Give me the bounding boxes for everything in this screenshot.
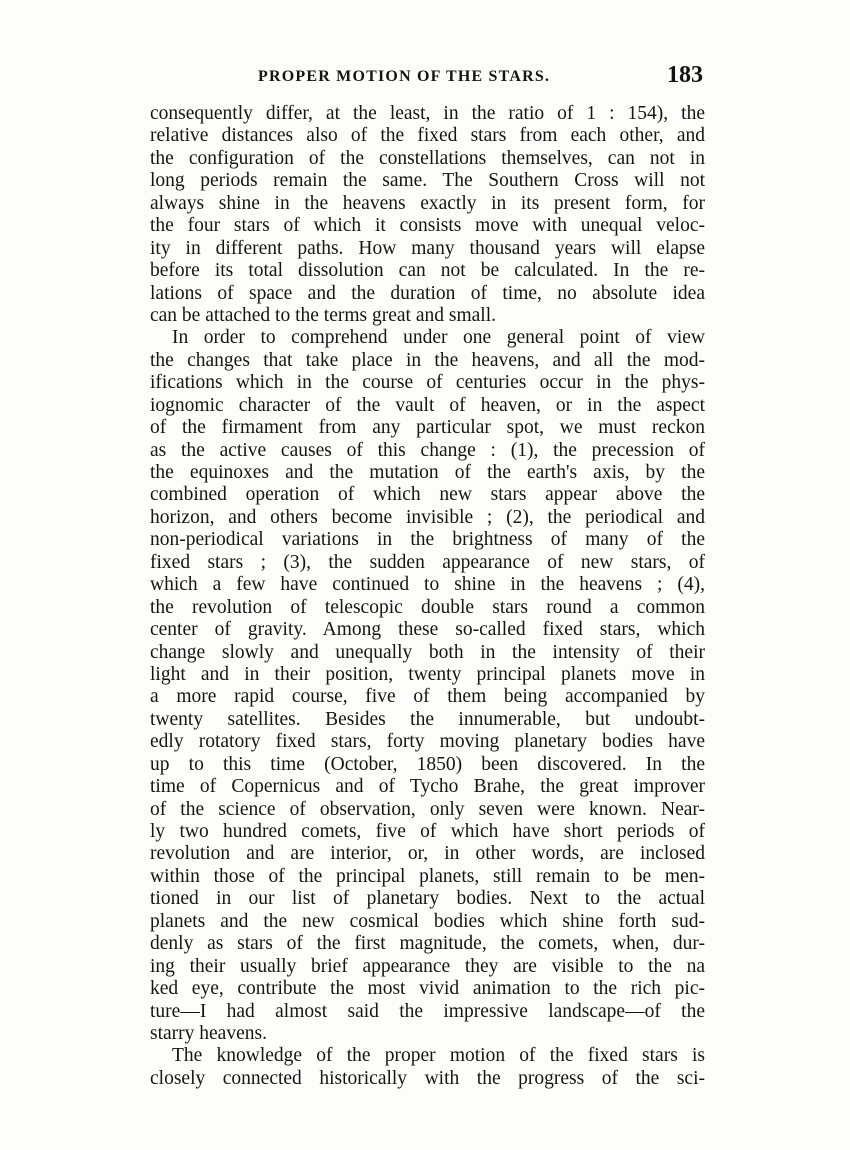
text-line: a more rapid course, five of them being accompanied by: [150, 686, 705, 708]
text-line: iognomic character of the vault of heaven, or in the aspect: [150, 394, 705, 416]
text-line: always shine in the heavens exactly in its present form, for: [150, 192, 705, 214]
text-line: planets and the new cosmical bodies which shine forth sud-: [150, 910, 705, 932]
text-line: horizon, and others become invisible ; (2), the periodical and: [150, 506, 705, 528]
text-line: non-periodical variations in the brightness of many of the: [150, 529, 705, 551]
text-line: denly as stars of the first magnitude, the comets, when, dur-: [150, 933, 705, 955]
text-line: long periods remain the same. The Southern Cross will not: [150, 170, 705, 192]
paragraph-first-line: The knowledge of the proper motion of the fixed stars is: [172, 1045, 705, 1067]
page-number: 183: [667, 62, 703, 88]
text-line: up to this time (October, 1850) been discovered. In the: [150, 753, 705, 775]
text-line: the revolution of telescopic double stars round a common: [150, 596, 705, 618]
text-line: starry heavens.: [150, 1022, 267, 1044]
text-line: combined operation of which new stars appear above the: [150, 484, 705, 506]
text-line: the four stars of which it consists move with unequal veloc-: [150, 215, 705, 237]
text-line: consequently differ, at the least, in the ratio of 1 : 154), the: [150, 103, 705, 124]
body-text: [150, 103, 705, 1090]
text-line: tioned in our list of planetary bodies. Next to the actual: [150, 888, 705, 910]
text-line: which a few have continued to shine in the heavens ; (4),: [150, 574, 705, 596]
text-line: can be attached to the terms great and small.: [150, 304, 496, 326]
running-head: [150, 64, 705, 92]
text-line: center of gravity. Among these so-called fixed stars, which: [150, 619, 705, 641]
text-line: before its total dissolution can not be calculated. In the re-: [150, 260, 705, 282]
text-line: ing their usually brief appearance they are visible to the na: [150, 955, 705, 977]
text-line: revolution and are interior, or, in other words, are inclosed: [150, 843, 705, 865]
text-line: change slowly and unequally both in the intensity of their: [150, 641, 705, 663]
text-line: time of Copernicus and of Tycho Brahe, the great improver: [150, 776, 705, 798]
text-line: ture—I had almost said the impressive landscape—of the: [150, 1000, 705, 1022]
text-line: edly rotatory fixed stars, forty moving planetary bodies have: [150, 731, 705, 753]
text-line: as the active causes of this change : (1), the precession of: [150, 439, 705, 461]
text-line: the changes that take place in the heavens, and all the mod-: [150, 349, 705, 371]
text-line: ly two hundred comets, five of which have short periods of: [150, 821, 705, 842]
text-line: within those of the principal planets, still remain to be men-: [150, 865, 705, 887]
text-line: closely connected historically with the progress of the sci-: [150, 1067, 705, 1089]
text-line: the configuration of the constellations themselves, can not in: [150, 147, 705, 169]
text-line: ked eye, contribute the most vivid animation to the rich pic-: [150, 978, 705, 1000]
text-line: lations of space and the duration of time, no absolute idea: [150, 282, 705, 304]
text-line: light and in their position, twenty principal planets move in: [150, 663, 705, 685]
text-line: of the science of observation, only seven were known. Near-: [150, 798, 705, 820]
running-title: PROPER MOTION OF THE STARS.: [258, 68, 551, 85]
text-line: fixed stars ; (3), the sudden appearance of new stars, of: [150, 551, 705, 573]
text-line: ity in different paths. How many thousand years will elapse: [150, 237, 705, 259]
text-line: of the firmament from any particular spot, we must reckon: [150, 417, 705, 439]
paragraph-first-line: In order to comprehend under one general point of view: [172, 327, 705, 349]
text-line: the equinoxes and the mutation of the earth's axis, by the: [150, 462, 705, 483]
text-line: twenty satellites. Besides the innumerable, but undoubt-: [150, 708, 705, 730]
text-line: ifications which in the course of centuries occur in the phys-: [150, 372, 705, 394]
text-line: relative distances also of the fixed stars from each other, and: [150, 125, 705, 147]
